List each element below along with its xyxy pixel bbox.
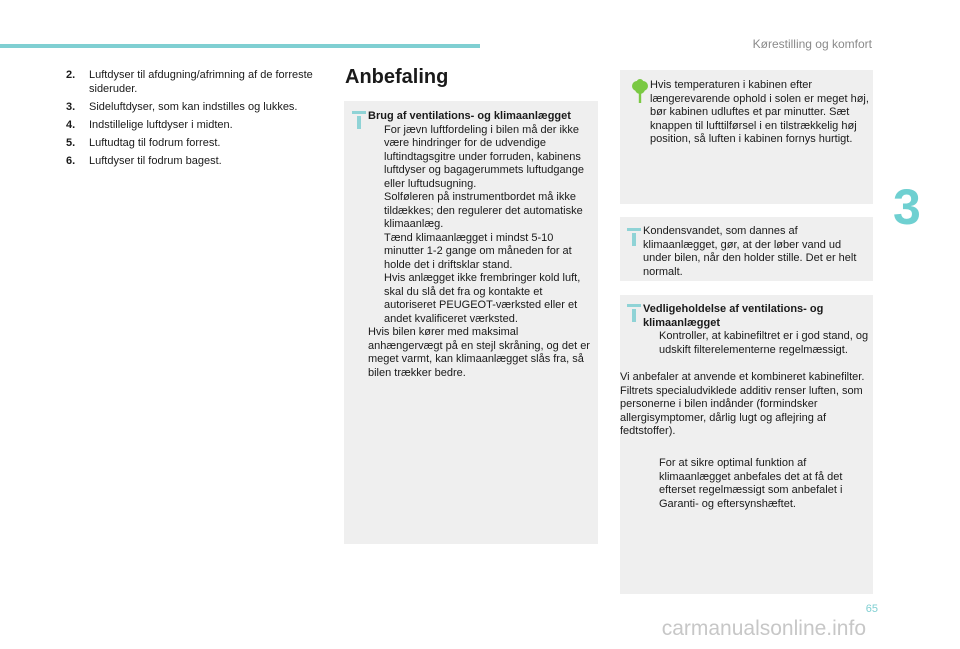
- list-item: 6. Luftdyser til fodrum bagest.: [66, 155, 222, 167]
- bullet-item: Hvis anlægget ikke frembringer kold luft, skal du slå det fra og kontakte et autoriseret PEUGEOT-værksted eller et andet kvalificeret værksted.: [384, 272, 581, 325]
- bullet-item: Kontroller, at kabinefiltret er i god stand, og udskift filterelementerne regelmæssigt.: [659, 330, 869, 356]
- section-title: Kørestilling og komfort: [752, 37, 872, 51]
- info-icon: [627, 304, 641, 322]
- list-item: 3. Sideluftdyser, som kan indstilles og lukkes.: [66, 101, 298, 113]
- watermark: carmanualsonline.info: [661, 617, 866, 640]
- header-accent-bar: [0, 44, 480, 48]
- bullet-item: Tænd klimaanlægget i mindst 5-10 minutter 1-2 gange om måneden for at holde det i driftsklar stand.: [384, 231, 572, 271]
- eco-note-text: Hvis temperaturen i kabinen efter længerevarende ophold i solen er meget høj, bør kabinen udluftes et par minutter. Sæt knappen til lufttilførsel i en tilstrækkelig høj position, så luften i kabinen fornys hurtigt.: [650, 79, 869, 145]
- leaf-icon: [631, 79, 649, 103]
- maintenance-para: Vi anbefaler at anvende et kombineret kabinefilter. Filtrets specialudviklede additiv renser luften, som personerne i bilen indånder (formindsker allergisymptomer, dårlig lugt og aflejring af fedtstoffer).: [620, 371, 865, 437]
- recommendation-heading: Anbefaling: [345, 66, 449, 88]
- list-item: 5. Luftudtag til fodrum forrest.: [66, 137, 221, 149]
- maintenance-note-text: Vedligeholdelse af ventilations- og klimaanlægget Kontroller, at kabinefiltret er i god stand, og udskift filterelementerne regelmæssigt.: [643, 303, 871, 357]
- chapter-number: 3: [893, 179, 921, 235]
- usage-note-text: Brug af ventilations- og klimaanlægget For jævn luftfordeling i bilen må der ikke være hindringer for de udvendige luftindtagsgitre under forruden, kabinens luftdyser og bagagerummets luftudgange eller luftudsugning. Solføleren på instrumentbordet må ikke tildækkes; den regulerer det automatiske klimaanlæg. Tænd klimaanlægget i mindst 5-10 minutter 1-2 gange om måneden for at holde det i driftsklar stand. Hvis anlægget ikke frembringer kold luft, skal du slå det fra og kontakte et autoriseret PEUGEOT-værksted eller et andet kvalificeret værksted. Hvis bilen kører med maksimal anhængervægt på en stejl skråning, og det er meget varmt, kan klimaanlægget slås fra, så bilen trækker bedre.: [368, 110, 593, 380]
- page-number: 65: [865, 603, 878, 615]
- maintenance-bullet-2: [643, 457, 871, 511]
- info-icon: [627, 228, 641, 246]
- bullet-item: For at sikre optimal funktion af klimaanlægget anbefales det at få det efterset regelmæssigt som anbefalet i Garanti- og eftersynshæftet.: [659, 457, 843, 510]
- bullet-item: Solføleren på instrumentbordet må ikke tildækkes; den regulerer det automatiske klimaanlæg.: [384, 191, 583, 230]
- condensation-note-text: Kondensvandet, som dannes af klimaanlægget, gør, at der løber vand ud under bilen, når den holder stille. Det er helt normalt.: [643, 225, 857, 278]
- bullet-item: For jævn luftfordeling i bilen må der ikke være hindringer for de udvendige luftindtagsgitre under forruden, kabinens luftdyser og bagagerummets luftudgange eller luftudsugning.: [384, 123, 584, 190]
- list-item: 2. Luftdyser til afdugning/afrimning af de forreste sideruder.: [66, 69, 313, 95]
- list-item: 4. Indstillelige luftdyser i midten.: [66, 119, 233, 131]
- vent-list: [66, 68, 326, 172]
- info-icon: [352, 111, 366, 129]
